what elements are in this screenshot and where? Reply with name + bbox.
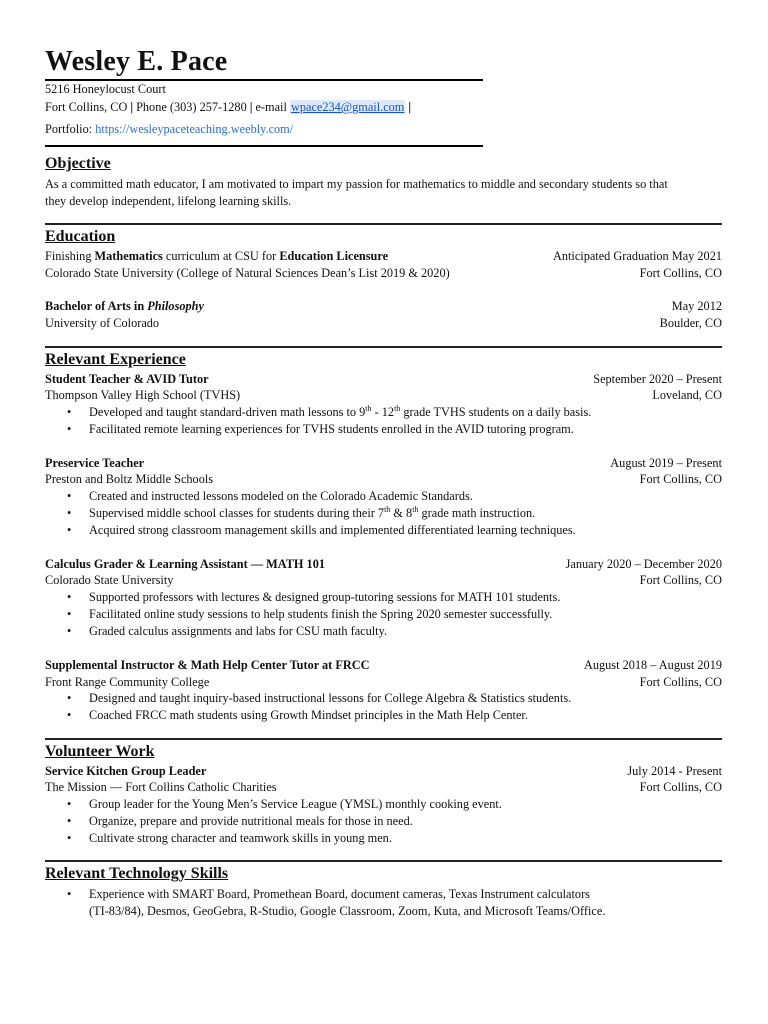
phone-text: Phone (303) 257-1280 [136, 100, 247, 114]
city-text: Fort Collins, CO [45, 100, 128, 114]
job-org [45, 674, 722, 690]
degree-prefix: Finishing [45, 249, 95, 263]
volunteer-date: July 2014 - Present [627, 764, 722, 778]
bullet-item: • Created and instructed lessons modeled on the Colorado Academic Standards. [67, 489, 473, 503]
job-location: Fort Collins, CO [639, 472, 722, 486]
job-date: August 2018 – August 2019 [583, 658, 722, 672]
separator-bar: | [130, 100, 134, 114]
organization: Thompson Valley High School (TVHS) [45, 388, 241, 402]
job-org [45, 471, 722, 487]
bullet-continuation: (TI-83/84), Desmos, GeoGebra, R-Studio, Google Classroom, Zoom, Kuta, and Microsoft Teams/Office. [89, 904, 606, 918]
job-date: August 2019 – Present [610, 456, 722, 470]
bullet-item: • Supported professors with lectures & designed group-tutoring sessions for MATH 101 students. [67, 590, 561, 604]
degree-prefix: Bachelor of Arts in [45, 299, 148, 313]
bullet-item: • Organize, prepare and provide nutritional meals for those in need. [67, 814, 413, 828]
section-divider [45, 860, 722, 862]
graduation-date: May 2012 [671, 299, 722, 313]
bullet-item: • Group leader for the Young Men’s Service League (YMSL) monthly cooking event. [67, 797, 502, 811]
section-divider [45, 346, 722, 348]
education-entry-2 [45, 298, 722, 314]
job-date: September 2020 – Present [593, 372, 722, 386]
education-school-2 [45, 315, 722, 331]
degree-mid: curriculum at CSU for [162, 249, 280, 263]
education-heading: Education [45, 228, 116, 245]
bullet-item: • Developed and taught standard-driven math lessons to 9th - 12th grade TVHS students on a daily basis. [67, 403, 592, 419]
bullet-item: • Facilitated online study sessions to help students finish the Spring 2020 semester successfully. [67, 607, 553, 621]
job-date: January 2020 – December 2020 [565, 557, 722, 571]
volunteer-heading: Volunteer Work [45, 743, 155, 760]
email-link[interactable]: wpace234@gmail.com [290, 100, 405, 114]
tech-heading: Relevant Technology Skills [45, 865, 229, 882]
organization: Preston and Boltz Middle Schools [45, 472, 214, 486]
contact-line [45, 100, 414, 115]
portfolio-link[interactable]: https://wesleypaceteaching.weebly.com/ [95, 122, 294, 136]
bullet-item: • Acquired strong classroom management skills and implemented differentiated learning techniques. [67, 523, 576, 537]
organization: Colorado State University [45, 573, 174, 587]
bullet-item: • Graded calculus assignments and labs for CSU math faculty. [67, 624, 388, 638]
bullet-item: • Facilitated remote learning experiences for TVHS students enrolled in the AVID tutoring program. [67, 422, 574, 436]
school-location: Boulder, CO [659, 316, 722, 330]
job-header [45, 556, 722, 572]
candidate-name: Wesley E. Pace [45, 46, 228, 77]
separator-bar: | [408, 100, 412, 114]
job-title: Student Teacher & AVID Tutor [45, 372, 209, 386]
contact-divider [45, 145, 483, 147]
school-location: Fort Collins, CO [639, 266, 722, 280]
separator-bar: | [249, 100, 253, 114]
section-divider [45, 738, 722, 740]
job-location: Fort Collins, CO [639, 573, 722, 587]
job-header [45, 371, 722, 387]
volunteer-title: Service Kitchen Group Leader [45, 764, 207, 778]
bullet-item: • Designed and taught inquiry-based instructional lessons for College Algebra & Statistics students. [67, 691, 572, 705]
bullet-item: • Cultivate strong character and teamwork skills in young men. [67, 831, 392, 845]
volunteer-org [45, 779, 722, 795]
education-school-1 [45, 265, 722, 281]
objective-text: As a committed math educator, I am motivated to impart my passion for mathematics to middle and secondary students so that they develop independent, lifelong learning skills. [45, 177, 668, 208]
email-label: e-mail [255, 100, 287, 114]
portfolio-line [45, 122, 293, 137]
portfolio-label: Portfolio: [45, 122, 93, 136]
job-location: Fort Collins, CO [639, 675, 722, 689]
graduation-date: Anticipated Graduation May 2021 [552, 249, 722, 263]
bullet-item: • Coached FRCC math students using Growth Mindset principles in the Math Help Center. [67, 708, 528, 722]
job-org [45, 572, 722, 588]
licensure: Education Licensure [279, 249, 389, 263]
section-divider [45, 223, 722, 225]
job-org [45, 387, 722, 403]
education-entry-1 [45, 248, 722, 264]
job-title: Calculus Grader & Learning Assistant — MATH 101 [45, 557, 325, 571]
major: Mathematics [94, 249, 163, 263]
name-divider [45, 79, 483, 81]
job-title: Supplemental Instructor & Math Help Center Tutor at FRCC [45, 658, 370, 672]
organization: Front Range Community College [45, 675, 210, 689]
volunteer-header [45, 763, 722, 779]
objective-heading: Objective [45, 155, 111, 172]
bullet-item: • Experience with SMART Board, Promethean Board, document cameras, Texas Instrument calculators [67, 887, 590, 901]
organization: The Mission — Fort Collins Catholic Charities [45, 780, 277, 794]
school-name: University of Colorado [45, 316, 160, 330]
job-location: Loveland, CO [652, 388, 722, 402]
degree-major: Philosophy [147, 299, 204, 313]
address-line: 5216 Honeylocust Court [45, 82, 166, 96]
experience-heading: Relevant Experience [45, 351, 186, 368]
bullet-item: • Supervised middle school classes for students during their 7th & 8th grade math instruction. [67, 504, 536, 520]
job-header [45, 455, 722, 471]
volunteer-location: Fort Collins, CO [639, 780, 722, 794]
job-header [45, 657, 722, 673]
school-name: Colorado State University (College of Natural Sciences Dean’s List 2019 & 2020) [45, 266, 450, 280]
job-title: Preservice Teacher [45, 456, 145, 470]
